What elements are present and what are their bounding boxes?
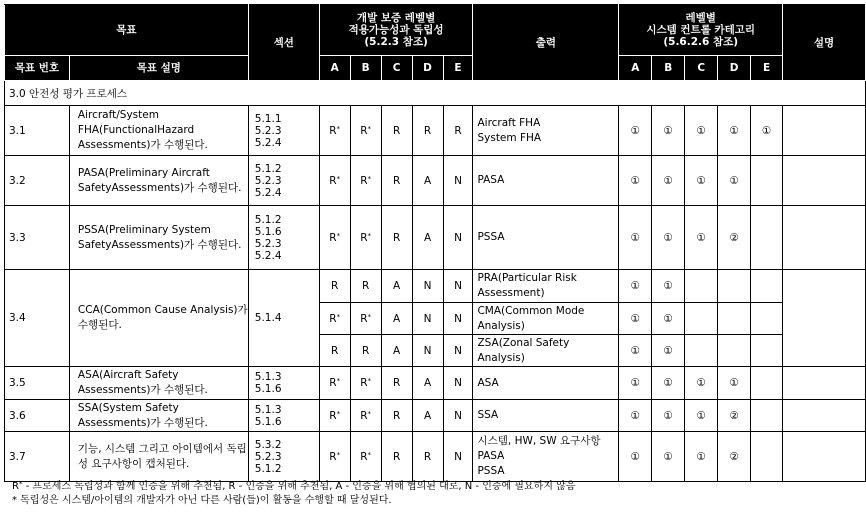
applicability-cell xyxy=(412,432,443,482)
applicability-value: R xyxy=(360,409,368,422)
applicability-cell xyxy=(443,400,473,432)
control-category-cell: ① xyxy=(718,367,751,400)
independence-mark: * xyxy=(336,231,341,240)
objective-description xyxy=(69,156,248,206)
applicability-cell xyxy=(350,270,381,303)
independence-mark: * xyxy=(367,377,372,385)
applicability-cell xyxy=(381,400,412,432)
header-category-level-a: A xyxy=(619,56,652,81)
applicability-value: R xyxy=(361,344,370,357)
control-category-cell xyxy=(751,303,783,335)
header-objective-number: 목표 번호 xyxy=(5,56,70,81)
applicability-cell xyxy=(412,303,443,335)
applicability-cell xyxy=(319,206,350,270)
header-level-b: B xyxy=(350,56,381,81)
control-category-cell: ① xyxy=(619,367,652,400)
control-category-cell xyxy=(685,335,718,367)
section-references xyxy=(248,432,319,482)
header-objective-description: 목표 설명 xyxy=(69,56,248,81)
applicability-cell xyxy=(412,270,443,303)
applicability-cell xyxy=(381,206,412,270)
control-category-cell: ① xyxy=(619,335,652,367)
section-reference: 5.1.6 xyxy=(254,225,282,238)
header-applicability-line: 적용가능성과 독립성 xyxy=(348,24,444,36)
section-reference: 5.2.4 xyxy=(254,249,282,262)
section-references xyxy=(248,367,319,400)
control-category-cell xyxy=(751,156,783,206)
header-applicability-line: 개발 보증 레벨별 xyxy=(356,12,436,24)
applicability-value: N xyxy=(423,344,432,357)
control-category-cell xyxy=(751,270,783,303)
table-row xyxy=(5,400,866,432)
objective-number: 3.6 xyxy=(5,400,70,432)
applicability-value: R xyxy=(392,174,401,187)
applicability-value: R xyxy=(392,231,401,244)
applicability-value: R xyxy=(329,312,337,325)
footnote-legend xyxy=(12,480,576,493)
objective-number: 3.5 xyxy=(5,367,70,400)
applicability-cell xyxy=(443,206,473,270)
output-line: Assessment) xyxy=(477,287,545,299)
applicability-value: R xyxy=(329,450,337,463)
output-cell xyxy=(473,106,619,156)
section-references xyxy=(248,156,319,206)
output-line: CMA(Common Mode xyxy=(477,304,585,317)
applicability-cell xyxy=(443,335,473,367)
header-category-level-e: E xyxy=(751,56,783,81)
applicability-value: R xyxy=(331,344,339,357)
applicability-value: R xyxy=(360,124,368,137)
applicability-value: R xyxy=(454,124,462,137)
description-cell xyxy=(783,400,866,432)
independence-mark: * xyxy=(336,124,341,133)
section-reference: 5.3.2 xyxy=(254,438,282,451)
control-category-cell: ① xyxy=(685,432,718,482)
objective-description-line: 수행된다. xyxy=(77,319,122,331)
objective-description-line: Aircraft/System FHA(Functional xyxy=(77,109,159,136)
output-line: ZSA(Zonal Safety Analysis) xyxy=(477,336,570,364)
independence-mark: * xyxy=(336,174,341,183)
header-description: 설명 xyxy=(783,5,866,81)
header-category-level-d: D xyxy=(718,56,751,81)
output-cell xyxy=(473,400,619,432)
header-applicability-line: (5.2.3 참조) xyxy=(364,36,428,48)
section-reference: 5.1.2 xyxy=(254,462,282,475)
footnote-legend-text: - 프로세스 독립성과 함께 인증을 위해 추천됨, R - 인증을 위해 추천됨, A - 인증을 위해 협의된 대로, N - 인증에 필요하지 않음 xyxy=(22,481,576,492)
output-cell xyxy=(473,303,619,335)
description-cell xyxy=(783,270,866,367)
header-level-e: E xyxy=(443,56,473,81)
applicability-value: N xyxy=(423,312,432,325)
applicability-cell xyxy=(350,106,381,156)
applicability-value: R xyxy=(360,174,368,187)
control-category-cell: ① xyxy=(685,106,718,156)
applicability-value: A xyxy=(392,344,401,357)
applicability-cell xyxy=(319,400,350,432)
safety-assessment-objectives-table xyxy=(4,4,866,482)
independence-mark: * xyxy=(367,312,372,321)
applicability-cell xyxy=(319,335,350,367)
applicability-value: N xyxy=(454,280,462,292)
objective-description-line: ASA(Aircraft Safety Assessments) xyxy=(77,369,179,396)
output-line: PSSA xyxy=(477,231,505,243)
applicability-value: R xyxy=(423,124,432,137)
applicability-value: R xyxy=(329,124,337,137)
applicability-cell xyxy=(443,303,473,335)
applicability-cell xyxy=(350,400,381,432)
applicability-value: R xyxy=(423,450,432,463)
header-objective: 목표 xyxy=(5,5,249,56)
applicability-cell xyxy=(443,156,473,206)
output-cell xyxy=(473,156,619,206)
applicability-value: A xyxy=(423,174,432,187)
section-title: 3.0 안전성 평가 프로세스 xyxy=(5,81,866,106)
applicability-cell xyxy=(381,106,412,156)
applicability-value: R xyxy=(392,450,401,463)
applicability-cell xyxy=(350,432,381,482)
header-control-category-line: 레벨별 xyxy=(685,12,716,24)
section-reference: 5.2.3 xyxy=(254,124,282,137)
applicability-cell xyxy=(319,367,350,400)
control-category-cell: ① xyxy=(652,206,685,270)
applicability-cell xyxy=(381,432,412,482)
applicability-cell xyxy=(350,156,381,206)
control-category-cell: ① xyxy=(619,432,652,482)
table-row xyxy=(5,432,866,482)
control-category-cell xyxy=(685,270,718,303)
control-category-cell: ① xyxy=(619,400,652,432)
output-line: PRA(Particular Risk xyxy=(477,272,577,284)
objective-description xyxy=(69,400,248,432)
independence-mark: * xyxy=(336,312,341,321)
applicability-cell xyxy=(350,206,381,270)
applicability-value: N xyxy=(454,450,462,463)
header-level-c: C xyxy=(381,56,412,81)
control-category-cell: ① xyxy=(652,270,685,303)
applicability-value: A xyxy=(423,377,432,389)
applicability-cell xyxy=(443,270,473,303)
applicability-value: R xyxy=(361,280,370,292)
section-references xyxy=(248,206,319,270)
objective-number: 3.2 xyxy=(5,156,70,206)
output-line: System FHA xyxy=(477,131,542,144)
section-reference: 5.2.3 xyxy=(254,450,282,463)
header-control-category-line: 시스템 컨트롤 카테고리 xyxy=(646,24,756,36)
description-cell xyxy=(783,432,866,482)
applicability-value: R xyxy=(360,312,368,325)
table-row xyxy=(5,367,866,400)
applicability-value: R xyxy=(360,377,368,389)
header-control-category-line: (5.6.2.6 참조) xyxy=(663,36,739,48)
objective-number: 3.7 xyxy=(5,432,70,482)
section-reference: 5.1.2 xyxy=(254,213,282,226)
objective-description xyxy=(69,270,248,367)
control-category-cell xyxy=(718,303,751,335)
applicability-cell xyxy=(350,367,381,400)
control-category-cell: ② xyxy=(718,432,751,482)
table-row xyxy=(5,270,866,303)
header-control-category xyxy=(619,5,783,56)
independence-mark: * xyxy=(336,450,341,459)
applicability-value: A xyxy=(392,280,401,292)
objective-number: 3.3 xyxy=(5,206,70,270)
control-category-cell: ① xyxy=(652,303,685,335)
objective-description-line: PSSA(Preliminary System Safety xyxy=(77,223,211,251)
header-level-d: D xyxy=(412,56,443,81)
applicability-value: N xyxy=(454,377,462,389)
applicability-cell xyxy=(381,335,412,367)
output-line: Aircraft FHA xyxy=(477,116,541,129)
control-category-cell: ① xyxy=(652,432,685,482)
header-output: 출력 xyxy=(473,5,619,81)
section-references xyxy=(248,270,319,367)
control-category-cell xyxy=(718,270,751,303)
objective-description-line: 가 수행된다. xyxy=(150,384,208,396)
applicability-value: N xyxy=(454,409,462,422)
output-line: PSSA xyxy=(477,465,505,477)
applicability-value: N xyxy=(454,231,462,244)
applicability-value: N xyxy=(423,280,432,292)
applicability-value: A xyxy=(423,231,432,244)
objective-description xyxy=(69,206,248,270)
control-category-cell: ① xyxy=(685,367,718,400)
objective-description xyxy=(69,106,248,156)
section-reference: 5.2.3 xyxy=(254,174,282,187)
objective-description xyxy=(69,367,248,400)
independence-mark: * xyxy=(367,450,372,459)
applicability-cell xyxy=(412,206,443,270)
control-category-cell: ① xyxy=(652,106,685,156)
table-body xyxy=(5,81,866,482)
control-category-cell xyxy=(718,335,751,367)
section-reference: 5.1.6 xyxy=(254,415,282,428)
applicability-value: R xyxy=(392,377,401,389)
output-line: PASA xyxy=(477,174,505,186)
objective-number: 3.1 xyxy=(5,106,70,156)
applicability-value: R xyxy=(329,377,337,389)
footnote-legend-lead: R xyxy=(12,481,19,492)
output-cell xyxy=(473,367,619,400)
applicability-cell xyxy=(443,432,473,482)
control-category-cell: ① xyxy=(652,335,685,367)
control-category-cell: ② xyxy=(718,206,751,270)
applicability-value: R xyxy=(329,409,337,422)
applicability-value: R xyxy=(360,450,368,463)
applicability-cell xyxy=(381,367,412,400)
applicability-cell xyxy=(319,303,350,335)
footnote-independence: * 독립성은 시스템/아이템의 개발자가 아닌 다른 사람(들)이 활동을 수행할 때 달성된다. xyxy=(12,495,392,506)
control-category-cell: ① xyxy=(619,106,652,156)
section-references xyxy=(248,400,319,432)
control-category-cell: ① xyxy=(751,106,783,156)
control-category-cell: ① xyxy=(652,367,685,400)
independence-mark: * xyxy=(367,231,372,240)
independence-mark: * xyxy=(367,124,372,133)
applicability-cell xyxy=(381,303,412,335)
header-category-level-c: C xyxy=(685,56,718,81)
independence-mark: * xyxy=(336,377,341,385)
applicability-value: A xyxy=(423,409,432,422)
output-line: Analysis) xyxy=(477,319,525,332)
output-line: 시스템, HW, SW 요구사항 xyxy=(477,435,601,447)
control-category-cell xyxy=(751,335,783,367)
output-line: SSA xyxy=(477,409,499,421)
objectives-table-wrapper xyxy=(4,4,866,506)
description-cell xyxy=(783,106,866,156)
footnote-superscript: * xyxy=(18,480,23,488)
objective-description-line: 립성 요구사항이 캡처된다. xyxy=(77,442,247,470)
output-cell xyxy=(473,335,619,367)
header-level-a: A xyxy=(319,56,350,81)
description-cell xyxy=(783,206,866,270)
control-category-cell xyxy=(751,206,783,270)
independence-mark: * xyxy=(367,409,372,418)
control-category-cell: ① xyxy=(652,156,685,206)
independence-mark: * xyxy=(367,174,372,183)
section-reference: 5.2.4 xyxy=(254,186,282,199)
control-category-cell: ① xyxy=(718,106,751,156)
section-reference: 5.2.3 xyxy=(254,237,282,250)
control-category-cell xyxy=(751,400,783,432)
applicability-cell xyxy=(412,400,443,432)
applicability-value: R xyxy=(360,231,368,244)
applicability-value: R xyxy=(392,409,401,422)
description-cell xyxy=(783,367,866,400)
objective-description-line: 기능, 시스템 그리고 아이템에서 독 xyxy=(77,442,237,455)
applicability-cell xyxy=(412,106,443,156)
applicability-value: R xyxy=(329,174,337,187)
control-category-cell: ① xyxy=(685,400,718,432)
control-category-cell: ① xyxy=(619,303,652,335)
applicability-cell xyxy=(412,156,443,206)
objective-description-line: Assessments)가 수행된다. xyxy=(111,181,242,194)
applicability-cell xyxy=(319,270,350,303)
header-section: 섹션 xyxy=(248,5,319,81)
applicability-cell xyxy=(319,432,350,482)
applicability-cell xyxy=(412,335,443,367)
applicability-cell xyxy=(412,367,443,400)
table-row xyxy=(5,206,866,270)
section-reference: 5.2.4 xyxy=(254,136,282,149)
applicability-cell xyxy=(350,335,381,367)
control-category-cell: ② xyxy=(718,400,751,432)
section-reference: 5.1.3 xyxy=(254,371,282,383)
control-category-cell: ① xyxy=(619,156,652,206)
objective-description-line: CCA(Common Cause Analysis)가 xyxy=(77,304,248,316)
header-category-level-b: B xyxy=(652,56,685,81)
applicability-value: A xyxy=(392,312,401,325)
output-cell xyxy=(473,270,619,303)
control-category-cell: ① xyxy=(718,156,751,206)
output-line: PASA xyxy=(477,450,505,462)
objective-description-line: Hazard Assessments)가 수행된다. xyxy=(77,124,208,151)
objective-description-line: 가 수행된다. xyxy=(150,416,208,429)
objective-description-line: PASA(Preliminary Aircraft Safety xyxy=(77,166,210,194)
applicability-cell xyxy=(443,106,473,156)
table-row xyxy=(5,156,866,206)
section-references xyxy=(248,106,319,156)
applicability-value: N xyxy=(454,174,462,187)
applicability-value: R xyxy=(331,280,339,292)
section-reference: 5.1.3 xyxy=(254,403,282,416)
section-reference: 5.1.6 xyxy=(254,383,282,395)
control-category-cell xyxy=(751,432,783,482)
applicability-cell xyxy=(381,270,412,303)
applicability-value: N xyxy=(454,344,462,357)
control-category-cell: ① xyxy=(619,206,652,270)
applicability-value: R xyxy=(329,231,337,244)
applicability-cell xyxy=(443,367,473,400)
applicability-value: R xyxy=(392,124,401,137)
applicability-cell xyxy=(381,156,412,206)
table-row xyxy=(5,106,866,156)
control-category-cell: ① xyxy=(685,206,718,270)
applicability-cell xyxy=(319,156,350,206)
independence-mark: * xyxy=(336,409,341,418)
applicability-cell xyxy=(319,106,350,156)
control-category-cell: ① xyxy=(685,156,718,206)
output-line: ASA xyxy=(477,376,499,389)
description-cell xyxy=(783,156,866,206)
applicability-value: N xyxy=(454,312,462,325)
output-cell xyxy=(473,432,619,482)
objective-description-line: Assessments)가 수행된다. xyxy=(111,238,242,251)
section-reference: 5.1.4 xyxy=(254,312,282,324)
section-reference: 5.1.2 xyxy=(254,162,282,175)
control-category-cell: ① xyxy=(619,270,652,303)
objective-number: 3.4 xyxy=(5,270,70,367)
section-reference: 5.1.1 xyxy=(254,112,282,125)
control-category-cell xyxy=(751,367,783,400)
output-cell xyxy=(473,206,619,270)
control-category-cell: ① xyxy=(652,400,685,432)
objective-description xyxy=(69,432,248,482)
control-category-cell xyxy=(685,303,718,335)
header-applicability xyxy=(319,5,473,56)
applicability-cell xyxy=(350,303,381,335)
objective-description-line: SSA(System Safety Assessments) xyxy=(77,401,179,429)
